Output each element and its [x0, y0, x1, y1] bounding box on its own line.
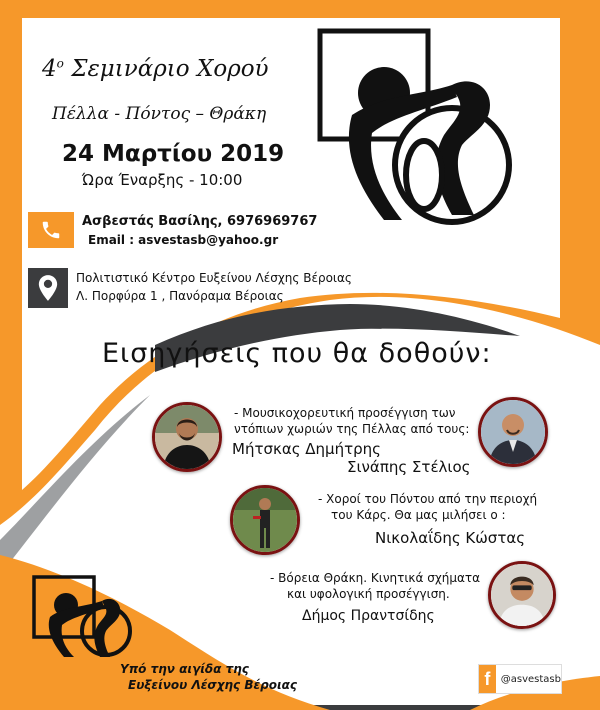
talk-2-speaker: Νικολαΐδης Κώστας — [375, 529, 526, 547]
seminar-ordinal: 4 — [42, 56, 57, 82]
patron-line-1: Υπό την αιγίδα της — [120, 662, 249, 676]
phone-icon — [40, 219, 62, 241]
talks-heading: Εισηγήσεις που θα δοθούν: — [102, 338, 492, 369]
regions-subtitle: Πέλλα - Πόντος – Θράκη — [52, 104, 267, 124]
location-icon-box — [28, 268, 68, 308]
person-avatar-icon — [233, 488, 297, 552]
speaker-photo-2 — [478, 397, 548, 467]
social-handle: @asvestasb — [500, 673, 561, 685]
start-time: Ώρα Έναρξης - 10:00 — [82, 171, 243, 189]
talk-1-desc-1: - Μουσικοχορευτική προσέγγιση των — [234, 406, 456, 420]
talk-3-desc-1: - Βόρεια Θράκη. Κινητικά σχήματα — [270, 571, 481, 585]
patron-line-2: Ευξείνου Λέσχης Βέροιας — [128, 678, 298, 692]
facebook-link[interactable] — [478, 664, 562, 694]
talk-3-speaker: Δήμος Πραντσίδης — [302, 608, 435, 624]
contact-name-phone: Ασβεστάς Βασίλης, 6976969767 — [82, 214, 318, 229]
location-pin-icon — [37, 274, 59, 302]
speaker-photo-3 — [230, 485, 300, 555]
talk-2-desc-2: του Κάρς. Θα μας μιλήσει ο : — [331, 508, 506, 522]
seminar-title-text: Σεμινάριο Χορού — [71, 56, 269, 82]
talk-1-desc-2: ντόπιων χωριών της Πέλλας από τους: — [234, 422, 470, 436]
seminar-ordinal-suffix: ο — [56, 56, 64, 71]
person-avatar-icon — [155, 405, 219, 469]
facebook-icon: f — [479, 665, 496, 693]
talk-1-speaker-1: Μήτσκας Δημήτρης — [232, 440, 381, 458]
location-line-2: Λ. Πορφύρα 1 , Πανόραμα Βέροιας — [76, 289, 284, 303]
dancers-logo-large — [312, 25, 527, 225]
speaker-photo-4 — [488, 561, 556, 629]
talk-2-desc-1: - Χοροί του Πόντου από την περιοχή — [318, 492, 538, 506]
seminar-title — [42, 56, 269, 82]
person-avatar-icon — [491, 564, 553, 626]
speaker-photo-1 — [152, 402, 222, 472]
talk-3-desc-2: και υφολογική προσέγγιση. — [287, 587, 450, 601]
event-date: 24 Μαρτίου 2019 — [62, 141, 285, 167]
location-line-1: Πολιτιστικό Κέντρο Ευξείνου Λέσχης Βέροιας — [76, 271, 352, 285]
dancers-logo-small — [28, 573, 140, 659]
talk-1-speaker-2: Σινάπης Στέλιος — [347, 458, 471, 476]
person-avatar-icon — [481, 400, 545, 464]
contact-email[interactable]: Email : asvestasb@yahoo.gr — [88, 233, 279, 247]
phone-icon-box — [28, 212, 74, 248]
